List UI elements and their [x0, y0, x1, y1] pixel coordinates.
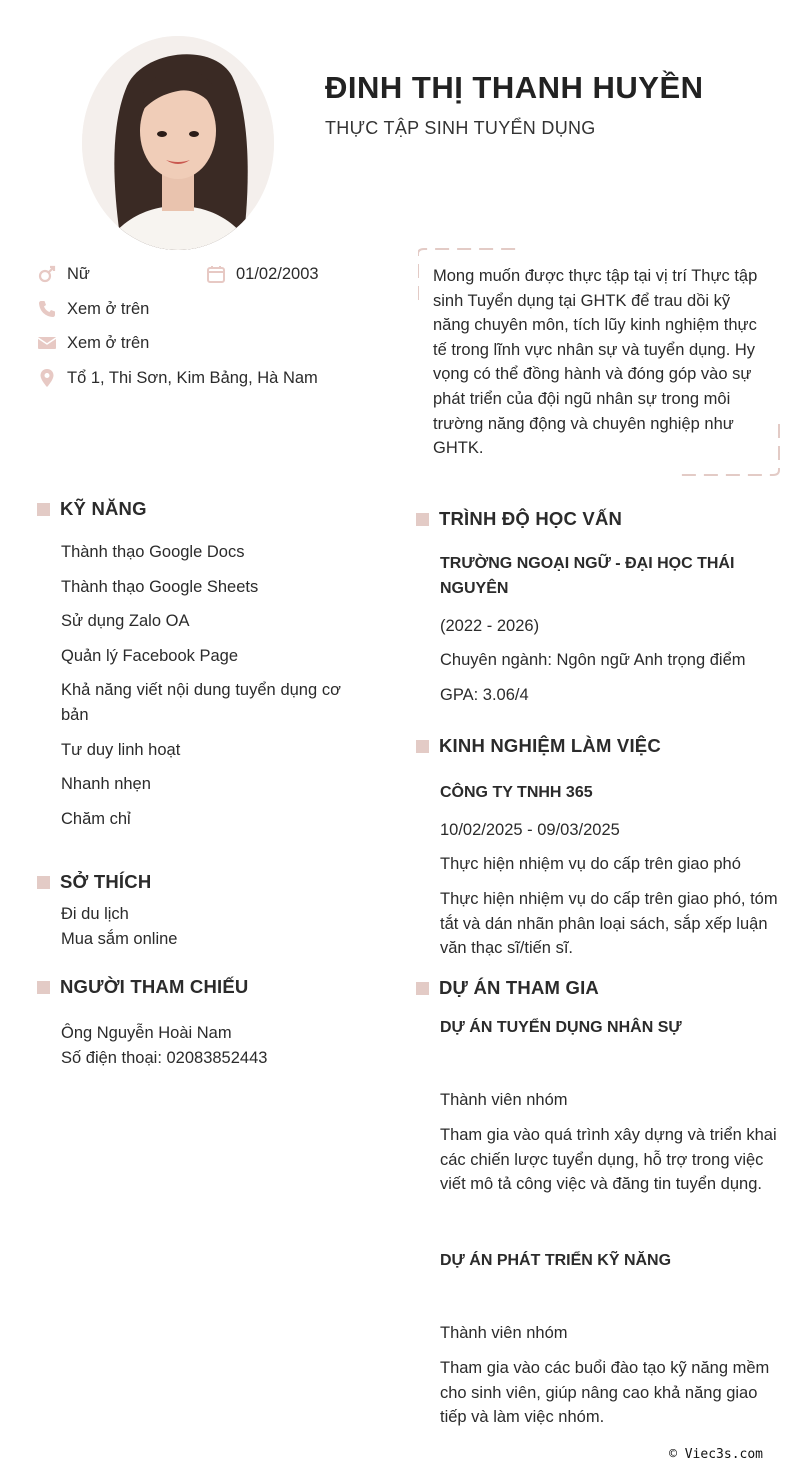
birthday-value: 01/02/2003 — [236, 264, 319, 283]
references-heading-label: NGƯỜI THAM CHIẾU — [60, 976, 249, 997]
education-heading — [416, 508, 622, 530]
reference-name: Ông Nguyễn Hoài Nam — [61, 1024, 232, 1042]
experience-detail: Thực hiện nhiệm vụ do cấp trên giao phó, tóm tắt và dán nhãn phân loại sách, sắp xếp luận văn thạc sĩ/tiến sĩ. — [440, 890, 778, 958]
experience-period: 10/02/2025 - 09/03/2025 — [440, 821, 620, 839]
section-marker — [416, 513, 429, 526]
section-marker — [37, 503, 50, 516]
section-marker — [37, 876, 50, 889]
project-desc: Tham gia vào quá trình xây dựng và triển khai các chiến lược tuyển dụng, hỗ trợ trong việc viết mô tả công việc và đăng tin tuyển dụng. — [440, 1126, 777, 1194]
project-role: Thành viên nhóm — [440, 1091, 568, 1109]
list-item: Tư duy linh hoạt — [61, 740, 181, 759]
list-item: Nhanh nhẹn — [61, 775, 151, 794]
footer-watermark: © Viec3s.com — [669, 1447, 763, 1462]
references-heading — [37, 976, 249, 998]
education-heading-label: TRÌNH ĐỘ HỌC VẤN — [439, 508, 623, 529]
project-role: Thành viên nhóm — [440, 1324, 568, 1342]
experience-company: CÔNG TY TNHH 365 — [440, 784, 593, 801]
project-name: DỰ ÁN TUYỂN DỤNG NHÂN SỰ — [440, 1019, 682, 1036]
phone-row — [37, 299, 149, 319]
section-marker — [416, 740, 429, 753]
project-name: DỰ ÁN PHÁT TRIỂN KỸ NĂNG — [440, 1252, 672, 1269]
gender-value: Nữ — [67, 264, 90, 283]
education-years: (2022 - 2026) — [440, 617, 540, 635]
phone-icon — [37, 299, 57, 319]
projects-heading — [416, 977, 599, 999]
mail-icon — [37, 333, 57, 353]
avatar — [82, 36, 274, 250]
education-major: Chuyên ngành: Ngôn ngữ Anh trọng điểm — [440, 651, 746, 669]
gender-icon — [37, 264, 57, 284]
career-objective — [418, 248, 780, 476]
objective-text: Mong muốn được thực tập tại vị trí Thực tập sinh Tuyển dụng tại GHTK để trau dồi kỹ năng chuyên môn, tích lũy kinh nghiệm thực tế trong lĩnh vực nhân sự và tuyển dụng. Hy vọng có thể đồng hành và đóng góp vào sự phát triển của đội ngũ nhân sự trong môi trường năng động và chuyên nghiệp như GHTK. — [433, 267, 758, 458]
hobbies-list — [61, 902, 177, 951]
candidate-title: THỰC TẬP SINH TUYỂN DỤNG — [325, 118, 596, 138]
list-item: Thành thạo Google Docs — [61, 543, 245, 561]
email-row — [37, 333, 149, 353]
gender-row — [37, 264, 90, 284]
list-item: Khả năng viết nội dung tuyển dụng cơ bản — [61, 681, 341, 724]
section-marker — [37, 981, 50, 994]
education-gpa: GPA: 3.06/4 — [440, 686, 529, 704]
section-marker — [416, 982, 429, 995]
avatar-photo — [82, 36, 274, 250]
experience-heading-label: KINH NGHIỆM LÀM VIỆC — [439, 735, 661, 756]
skills-heading — [37, 498, 147, 520]
skills-list — [61, 540, 341, 831]
candidate-name: ĐINH THỊ THANH HUYỀN — [325, 70, 704, 105]
projects-heading-label: DỰ ÁN THAM GIA — [439, 977, 599, 998]
education-school: TRƯỜNG NGOẠI NGỮ - ĐẠI HỌC THÁI NGUYÊN — [440, 555, 735, 597]
location-icon — [37, 368, 57, 388]
list-item: Quản lý Facebook Page — [61, 646, 239, 665]
skills-heading-label: KỸ NĂNG — [60, 498, 147, 519]
birthday-row — [206, 264, 319, 284]
address-value: Tổ 1, Thi Sơn, Kim Bảng, Hà Nam — [67, 368, 318, 387]
project-desc: Tham gia vào các buổi đào tạo kỹ năng mềm cho sinh viên, giúp nâng cao khả năng giao tiếp và làm việc nhóm. — [440, 1359, 770, 1427]
list-item: Đi du lịch — [61, 905, 129, 923]
address-row — [37, 368, 318, 388]
references-list — [61, 1021, 267, 1070]
list-item: Sử dụng Zalo OA — [61, 612, 190, 631]
phone-value: Xem ở trên — [67, 299, 150, 318]
email-value: Xem ở trên — [67, 333, 150, 352]
hobbies-heading-label: SỞ THÍCH — [60, 871, 152, 892]
calendar-icon — [206, 264, 226, 284]
experience-summary: Thực hiện nhiệm vụ do cấp trên giao phó — [440, 855, 741, 873]
list-item: Thành thạo Google Sheets — [61, 577, 259, 596]
list-item: Chăm chỉ — [61, 809, 131, 828]
experience-heading — [416, 735, 661, 757]
hobbies-heading — [37, 871, 151, 893]
reference-phone: Số điện thoại: 02083852443 — [61, 1048, 268, 1067]
list-item: Mua sắm online — [61, 929, 178, 948]
